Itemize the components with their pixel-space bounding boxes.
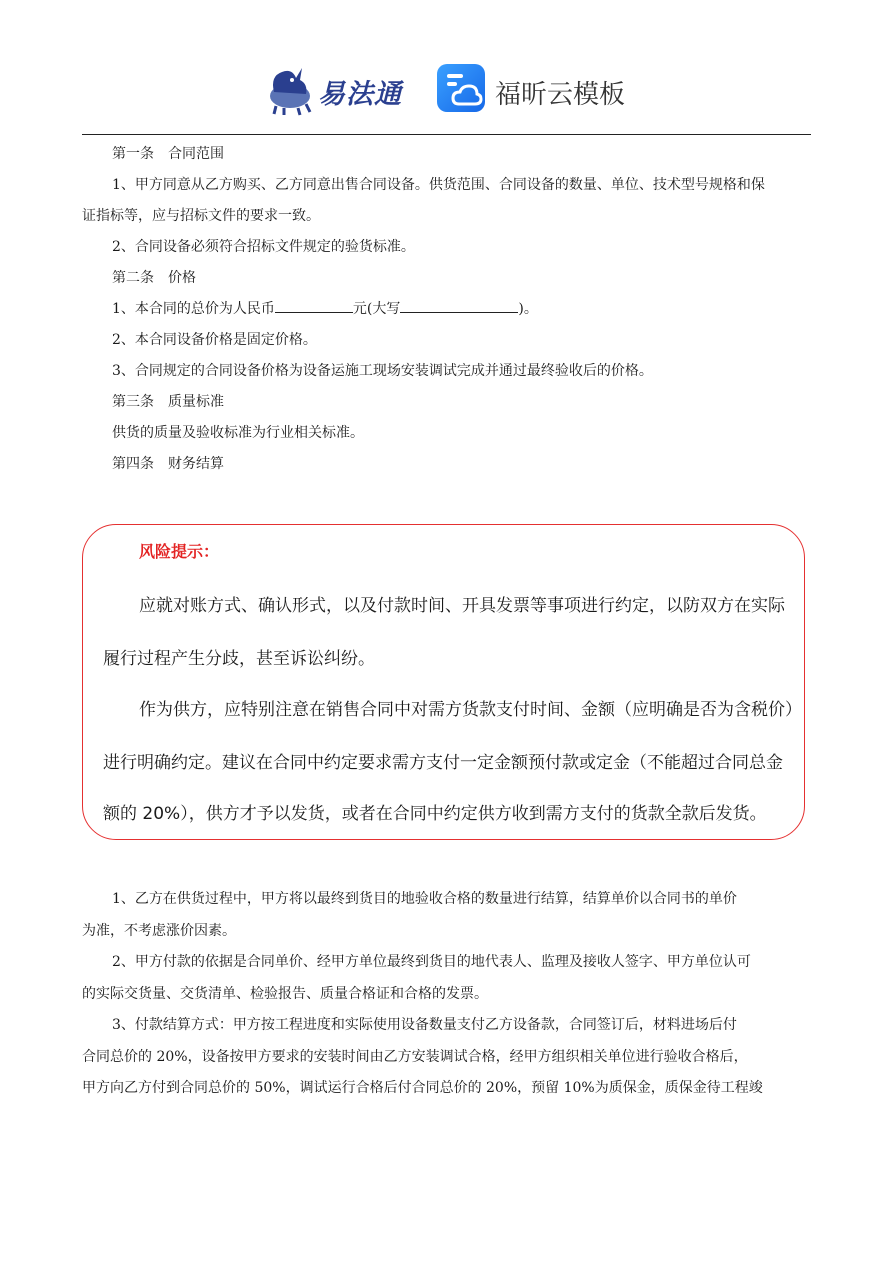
page-header	[0, 58, 893, 122]
body-line: 3、付款结算方式：甲方按工程进度和实际使用设备数量支付乙方设备款，合同签订后，材料进场后付	[112, 1017, 737, 1033]
logo2-text: 福昕云模板	[495, 80, 626, 110]
unicorn-logo-icon	[262, 62, 318, 116]
body-line: 2、本合同设备价格是固定价格。	[112, 332, 317, 348]
body-line: 第二条 价格	[112, 270, 196, 286]
body-line: 1、甲方同意从乙方购买、乙方同意出售合同设备。供货范围、合同设备的数量、单位、技术型号规格和保	[112, 177, 765, 193]
foxit-cloud-icon	[437, 64, 485, 112]
body-line: 证指标等，应与招标文件的要求一致。	[82, 208, 320, 224]
body-line: 供货的质量及验收标准为行业相关标准。	[112, 425, 364, 441]
body-line: 3、合同规定的合同设备价格为设备运施工现场安装调试完成并通过最终验收后的价格。	[112, 363, 653, 379]
yifatong-logo	[262, 62, 412, 116]
price-middle: 元(大写	[352, 301, 401, 317]
price-words-blank	[400, 294, 518, 313]
body-line: 2、合同设备必须符合招标文件规定的验货标准。	[112, 239, 415, 255]
risk-paragraph-line: 进行明确约定。建议在合同中约定要求需方支付一定金额预付款或定金（不能超过合同总金	[103, 753, 783, 773]
contract-body-top	[82, 139, 811, 480]
risk-paragraph-line: 额的 20%），供方才予以发货，或者在合同中约定供方收到需方支付的货款全款后发货。	[103, 804, 767, 824]
body-line: 为准，不考虑涨价因素。	[82, 922, 236, 939]
price-suffix: )。	[518, 301, 538, 317]
risk-paragraph-line: 履行过程产生分歧，甚至诉讼纠纷。	[103, 649, 375, 669]
body-line: 的实际交货量、交货清单、检验报告、质量合格证和合格的发票。	[82, 985, 488, 1002]
price-amount-blank	[275, 294, 353, 313]
body-line: 合同总价的 20%，设备按甲方要求的安装时间由乙方安装调试合格，经甲方组织相关单位进行验收合格后，	[82, 1048, 748, 1065]
price-prefix: 1、本合同的总价为人民币	[112, 301, 275, 317]
logo1-text: 易法通	[318, 79, 402, 110]
risk-paragraph-line: 应就对账方式、确认形式，以及付款时间、开具发票等事项进行约定，以防双方在实际	[139, 596, 785, 616]
body-line: 第一条 合同范围	[112, 146, 224, 162]
body-line: 第四条 财务结算	[112, 456, 224, 472]
price-line	[82, 294, 811, 325]
risk-title: 风险提示：	[139, 542, 220, 561]
body-line: 2、甲方付款的依据是合同单价、经甲方单位最终到货目的地代表人、监理及接收人签字、甲方单位认可	[112, 954, 751, 970]
contract-body-bottom	[82, 884, 813, 1105]
body-line: 甲方向乙方付到合同总价的 50%，调试运行合格后付合同总价的 20%，预留 10%为质保金，质保金待工程竣	[82, 1080, 763, 1096]
risk-paragraph-line: 作为供方，应特别注意在销售合同中对需方货款支付时间、金额（应明确是否为含税价）	[139, 700, 802, 720]
body-line: 第三条 质量标准	[112, 394, 224, 410]
body-line: 1、乙方在供货过程中，甲方将以最终到货目的地验收合格的数量进行结算，结算单价以合同书的单价	[112, 891, 737, 907]
header-divider	[82, 134, 811, 135]
risk-warning-box	[82, 524, 805, 840]
